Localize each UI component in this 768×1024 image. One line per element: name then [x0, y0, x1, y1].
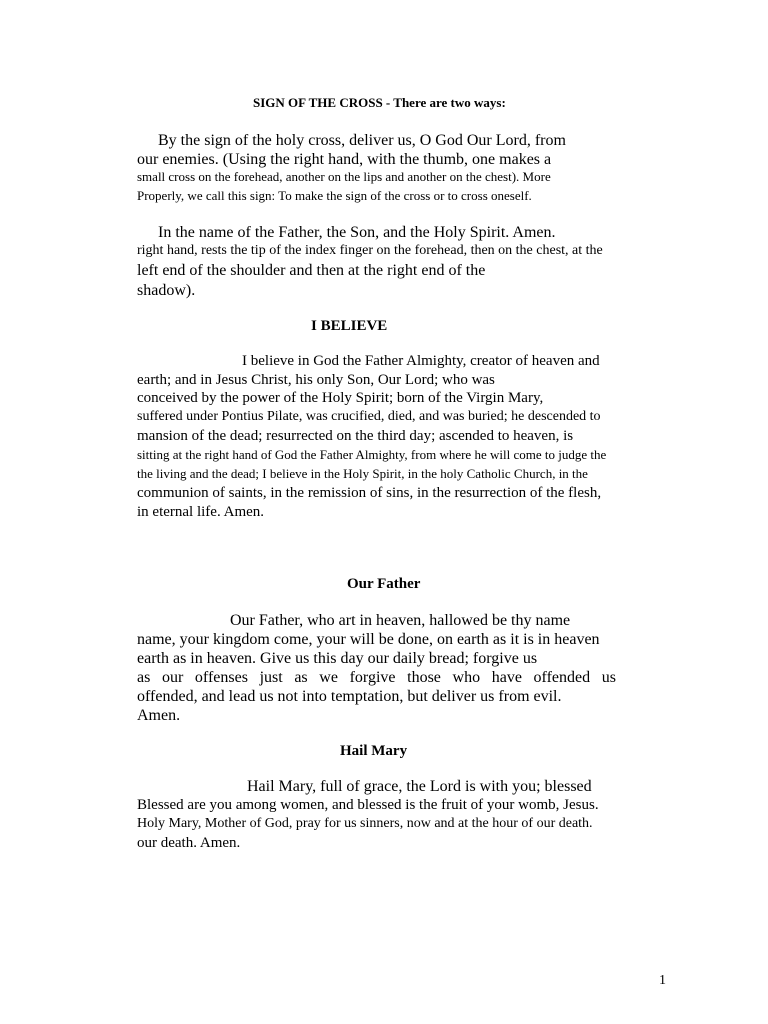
creed-line-9: in eternal life. Amen.	[137, 504, 265, 520]
sign-of-cross-line-8: shadow).	[137, 282, 196, 299]
hail-mary-line-1: Hail Mary, full of grace, the Lord is with you; blessed	[247, 778, 592, 795]
sign-of-cross-line-5: In the name of the Father, the Son, and the Holy Spirit. Amen.	[158, 224, 556, 241]
sign-of-cross-line-6: right hand, rests the tip of the index finger on the forehead, then on the chest, at the	[137, 243, 603, 258]
our-father-line-3: earth as in heaven. Give us this day our daily bread; forgive us	[137, 650, 538, 667]
creed-line-2: earth; and in Jesus Christ, his only Son, Our Lord; who was	[137, 372, 495, 388]
creed-line-8: communion of saints, in the remission of sins, in the resurrection of the flesh,	[137, 485, 602, 501]
hail-mary-line-3: Holy Mary, Mother of God, pray for us sinners, now and at the hour of our death.	[137, 816, 593, 831]
our-father-line-5: offended, and lead us not into temptation, but deliver us from evil.	[137, 688, 562, 705]
hail-mary-line-4: our death. Amen.	[137, 835, 241, 851]
creed-line-1: I believe in God the Father Almighty, creator of heaven and	[242, 353, 600, 369]
hail-mary-line-2: Blessed are you among women, and blessed is the fruit of your womb, Jesus.	[137, 797, 599, 813]
page-number: 1	[659, 973, 666, 988]
our-father-heading: Our Father	[347, 576, 421, 592]
creed-line-5: mansion of the dead; resurrected on the third day; ascended to heaven, is	[137, 428, 574, 444]
sign-of-cross-line-4: Properly, we call this sign: To make the sign of the cross or to cross oneself.	[137, 188, 532, 203]
our-father-line-1: Our Father, who art in heaven, hallowed be thy name	[230, 612, 571, 629]
sign-of-cross-line-1: By the sign of the holy cross, deliver us, O God Our Lord, from	[158, 132, 566, 149]
sign-of-cross-heading: SIGN OF THE CROSS - There are two ways:	[253, 95, 506, 110]
creed-line-7: the living and the dead; I believe in the Holy Spirit, in the holy Catholic Church, in the	[137, 466, 588, 481]
creed-line-3: conceived by the power of the Holy Spirit; born of the Virgin Mary,	[137, 390, 544, 406]
our-father-line-6: Amen.	[137, 707, 181, 724]
our-father-line-2: name, your kingdom come, your will be done, on earth as it is in heaven	[137, 631, 600, 648]
sign-of-cross-line-2: our enemies. (Using the right hand, with the thumb, one makes a	[137, 151, 552, 168]
i-believe-heading: I BELIEVE	[311, 318, 388, 334]
hail-mary-heading: Hail Mary	[340, 743, 408, 759]
our-father-line-4: as our offenses just as we forgive those who have offended us	[137, 669, 616, 686]
sign-of-cross-line-7: left end of the shoulder and then at the right end of the	[137, 262, 486, 279]
creed-line-6: sitting at the right hand of God the Father Almighty, from where he will come to judge the	[137, 447, 607, 462]
sign-of-cross-line-3: small cross on the forehead, another on the lips and another on the chest). More	[137, 169, 551, 184]
creed-line-4: suffered under Pontius Pilate, was crucified, died, and was buried; he descended to	[137, 409, 601, 424]
